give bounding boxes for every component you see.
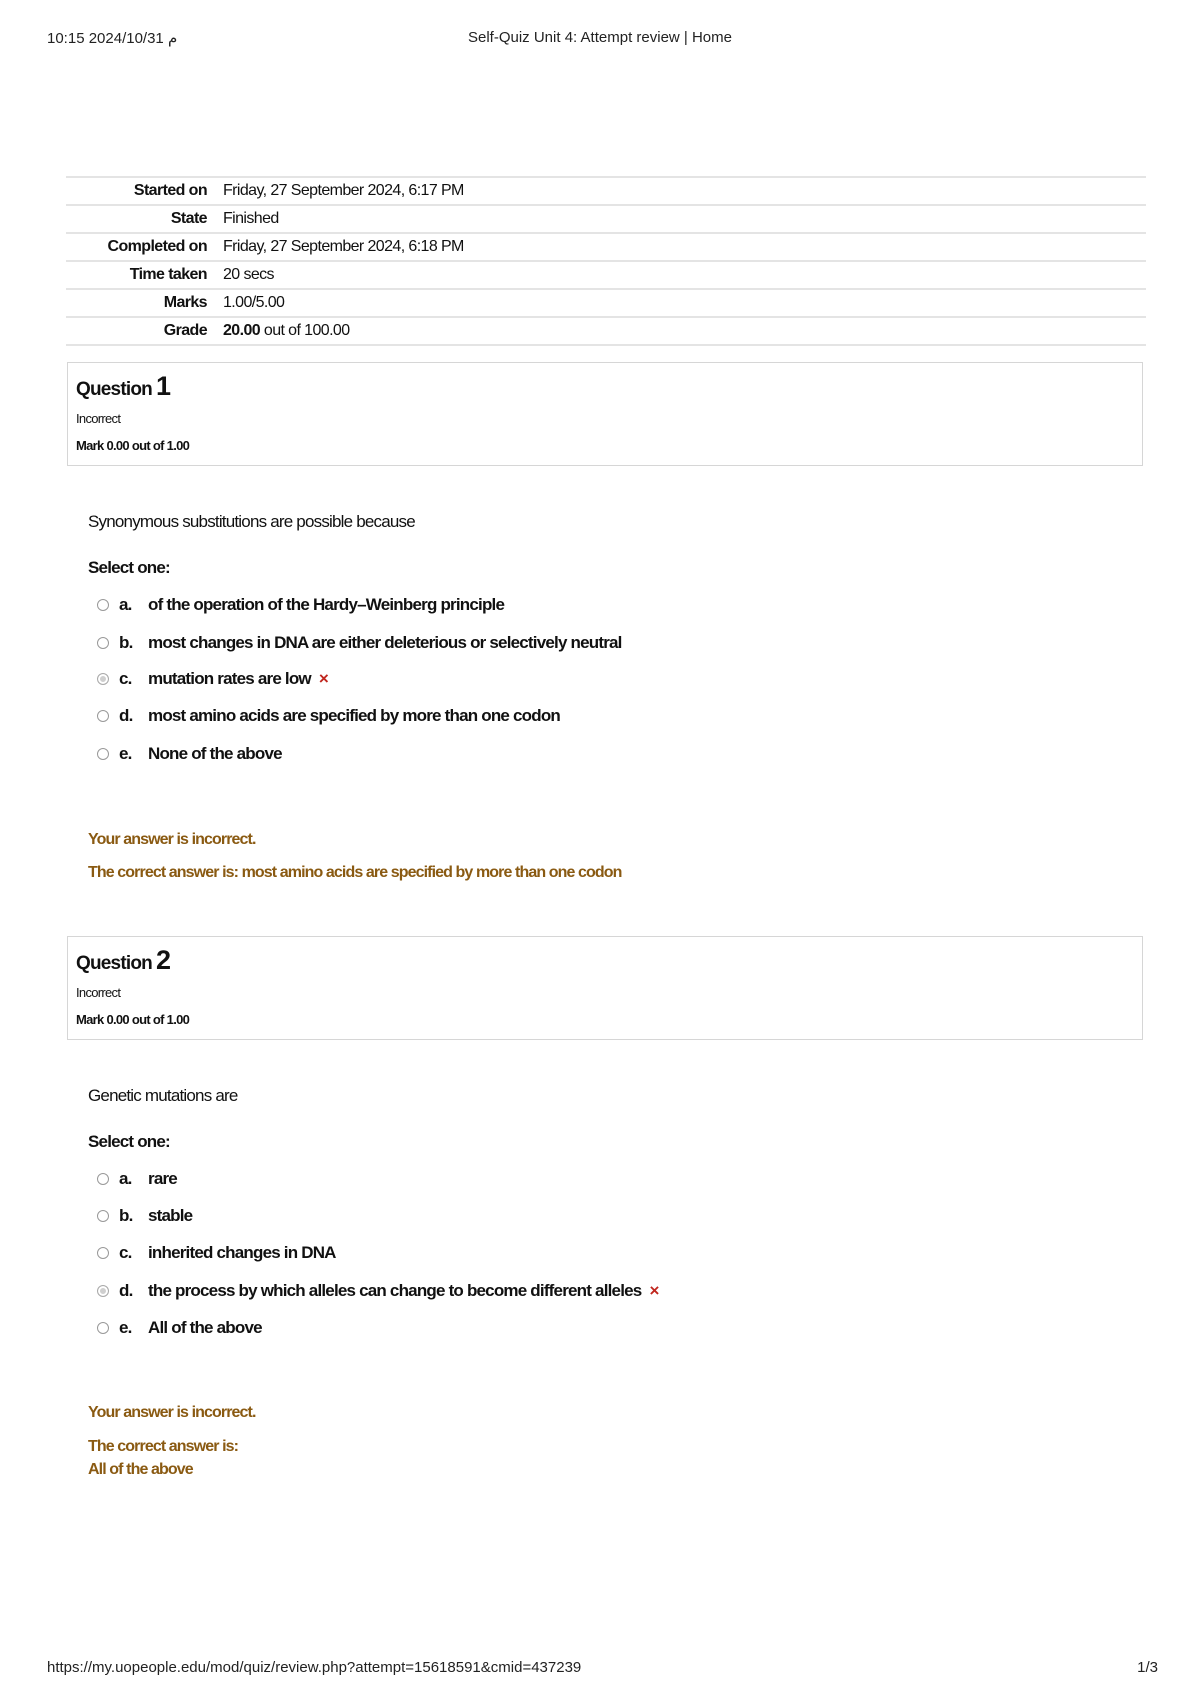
- option-letter: e.: [119, 1318, 132, 1337]
- select-one-prompt: Select one:: [88, 1132, 170, 1151]
- attempt-summary-table: [66, 176, 1146, 346]
- question-number: 2: [155, 945, 171, 975]
- answer-option-selected[interactable]: [97, 1280, 659, 1302]
- option-text: inherited changes in DNA: [148, 1243, 336, 1262]
- correct-answer: The correct answer is: most amino acids are specified by more than one codon: [88, 864, 622, 881]
- radio-button-selected[interactable]: [97, 673, 109, 685]
- question-text: Genetic mutations are: [88, 1086, 238, 1105]
- radio-button[interactable]: [97, 1173, 109, 1185]
- incorrect-x-icon: ×: [649, 1281, 659, 1300]
- question-mark: Mark 0.00 out of 1.00: [76, 1012, 190, 1027]
- answer-option-selected[interactable]: [97, 668, 328, 690]
- feedback-incorrect: Your answer is incorrect.: [88, 831, 256, 848]
- correct-answer-label: The correct answer is:: [88, 1438, 239, 1455]
- summary-row-completed: [66, 234, 1146, 262]
- option-letter: a.: [119, 595, 132, 614]
- option-letter: c.: [119, 669, 132, 688]
- select-one-prompt: Select one:: [88, 558, 170, 577]
- page-number: 1/3: [1137, 1659, 1158, 1676]
- summary-value: 20 secs: [223, 266, 274, 283]
- question-title: [76, 945, 170, 976]
- answer-option[interactable]: [97, 594, 504, 616]
- option-letter: d.: [119, 1281, 133, 1300]
- option-text: rare: [148, 1169, 177, 1188]
- incorrect-x-icon: ×: [318, 669, 328, 688]
- radio-button[interactable]: [97, 1210, 109, 1222]
- answer-option[interactable]: [97, 1205, 192, 1227]
- question-state: Incorrect: [76, 985, 121, 1000]
- radio-button[interactable]: [97, 1247, 109, 1259]
- print-title: Self-Quiz Unit 4: Attempt review | Home: [468, 29, 732, 46]
- option-letter: d.: [119, 706, 133, 725]
- radio-button[interactable]: [97, 599, 109, 611]
- summary-label: State: [170, 210, 207, 227]
- option-letter: c.: [119, 1243, 132, 1262]
- radio-button[interactable]: [97, 1322, 109, 1334]
- option-letter: b.: [119, 633, 133, 652]
- feedback-incorrect: Your answer is incorrect.: [88, 1404, 256, 1421]
- option-text: of the operation of the Hardy–Weinberg principle: [148, 595, 505, 614]
- option-text: most amino acids are specified by more than one codon: [148, 706, 560, 725]
- option-text: mutation rates are low: [148, 669, 311, 688]
- summary-value: [223, 322, 350, 340]
- radio-button[interactable]: [97, 748, 109, 760]
- summary-value: Friday, 27 September 2024, 6:18 PM: [223, 238, 464, 255]
- radio-button-selected[interactable]: [97, 1285, 109, 1297]
- question-label: Question: [76, 379, 152, 400]
- summary-row-state: [66, 206, 1146, 234]
- option-text: None of the above: [148, 744, 282, 763]
- question-info-box: [67, 936, 1143, 1040]
- summary-label: Started on: [133, 182, 207, 199]
- summary-row-time-taken: [66, 262, 1146, 290]
- print-footer: [0, 1659, 1200, 1681]
- answer-option[interactable]: [97, 705, 560, 727]
- summary-row-grade: [66, 318, 1146, 346]
- summary-label: Time taken: [129, 266, 207, 283]
- option-letter: e.: [119, 744, 132, 763]
- option-letter: b.: [119, 1206, 133, 1225]
- summary-label: Completed on: [107, 238, 207, 255]
- question-title: [76, 371, 170, 402]
- question-mark: Mark 0.00 out of 1.00: [76, 438, 190, 453]
- answer-option[interactable]: [97, 1242, 336, 1264]
- grade-score: 20.00: [223, 322, 261, 339]
- question-state: Incorrect: [76, 411, 121, 426]
- radio-button[interactable]: [97, 637, 109, 649]
- answer-option[interactable]: [97, 743, 282, 765]
- grade-out-of: out of 100.00: [260, 322, 350, 339]
- option-text: most changes in DNA are either deleterious or selectively neutral: [148, 633, 622, 652]
- correct-answer-value: All of the above: [88, 1461, 193, 1478]
- summary-value: 1.00/5.00: [223, 294, 285, 311]
- question-text: Synonymous substitutions are possible because: [88, 512, 415, 531]
- radio-button[interactable]: [97, 710, 109, 722]
- answer-option[interactable]: [97, 1168, 177, 1190]
- summary-label: Marks: [163, 294, 207, 311]
- answer-option[interactable]: [97, 632, 622, 654]
- question-number: 1: [155, 371, 171, 401]
- question-label: Question: [76, 953, 152, 974]
- summary-row-marks: [66, 290, 1146, 318]
- option-text: the process by which alleles can change to become different alleles: [148, 1281, 642, 1300]
- option-text: stable: [148, 1206, 193, 1225]
- question-info-box: [67, 362, 1143, 466]
- summary-value: Finished: [223, 210, 279, 227]
- summary-row-started: [66, 178, 1146, 206]
- print-header: [0, 29, 1200, 51]
- option-text: All of the above: [148, 1318, 262, 1337]
- option-letter: a.: [119, 1169, 132, 1188]
- summary-label: Grade: [163, 322, 207, 339]
- answer-option[interactable]: [97, 1317, 262, 1339]
- print-datetime: 10:15 2024/10/31 م: [47, 30, 178, 47]
- page-url: https://my.uopeople.edu/mod/quiz/review.php?attempt=15618591&cmid=437239: [47, 1659, 582, 1676]
- summary-value: Friday, 27 September 2024, 6:17 PM: [223, 182, 464, 199]
